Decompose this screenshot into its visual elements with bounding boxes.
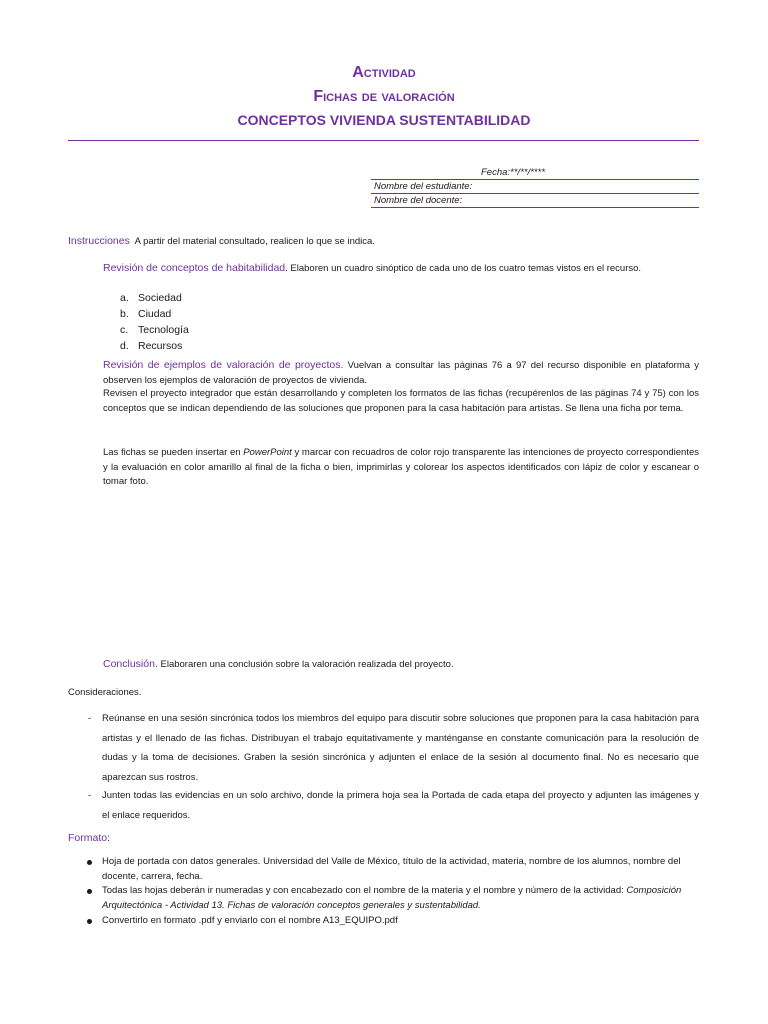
bullet-icon [68,884,102,913]
format-item [68,914,699,929]
considerations-item-text: Reúnanse en una sesión sincrónica todos los miembros del equipo para discutir sobre soluciones que proponen para la casa habitación para artistas y el llenado de las fichas. Distribuyan el trabajo equitativamente y manténganse en constante comunicación para la resolución de dudas y la toma de decisiones. Graben la sesión sincrónica y adjunten el enlace de la sesión al documento final. No es necesario que aparezcan sus rostros. [102,713,699,783]
paragraph-text: Las fichas se pueden insertar en [103,447,244,458]
list-marker: c. [120,324,129,336]
header-divider [68,140,699,141]
revision-1-label: Revisión de conceptos de habitabilidad [103,262,286,274]
list-item-label: Tecnología [138,324,189,336]
topics-list [120,290,320,354]
revision-2-paragraph [103,358,699,388]
title-line-2: Fichas de valoración [313,88,455,105]
format-heading [68,832,110,844]
conclusion-label: Conclusión. [103,658,158,670]
considerations-item-text: Junten todas las evidencias en un solo archivo, donde la primera hoja sea la Portada de cada etapa del proyecto y adjunten las imágenes y el enlace requeridos. [102,790,699,821]
revision-2-paragraph-2: Revisen el proyecto integrador que están desarrollando y completen los formatos de las fichas (recupérenlos de las páginas 74 y 75) con los conceptos que se indican dependiendo de las soluciones que proponen para la casa habitación para artistas. Se llena una ficha por tema. [103,388,699,414]
instructions-label: Instrucciones [68,235,130,247]
format-item-text: Hoja de portada con datos generales. Universidad del Valle de México, título de la actividad, materia, nombre de los alumnos, nombre del docente, carrera, fecha. [102,856,681,882]
student-name-field: Nombre del estudiante: [371,180,699,194]
list-marker: a. [120,292,129,304]
instructions-text: A partir del material consultado, realicen lo que se indica. [134,236,375,247]
fecha-field: Fecha:**/**/**** [371,166,699,180]
paragraph-emphasis: PowerPoint [243,447,292,458]
list-item [120,306,320,322]
title-line-1: Actividad [352,64,416,81]
bullet-icon [68,914,102,929]
format-colon: : [107,832,111,844]
dash-marker: - [88,713,92,724]
considerations-item [68,709,699,787]
list-item [120,290,320,306]
bullet-icon [68,855,102,884]
revision-2-text: Vuelvan a consultar las páginas 76 a 97 del recurso disponible en plataforma y observen los ejemplos de valoración de proyectos de vivienda. [103,360,699,386]
list-item-label: Ciudad [138,308,172,320]
paragraph-text: y marcar con recuadros de color rojo transparente las intenciones de proyecto correspondientes y la evaluación en color amarillo al final de la ficha o bien, imprimirlas y colorear los aspectos identificados con lápiz de color y escanear o tomar foto. [103,447,699,488]
format-item-emphasis: Composición Arquitectónica - Actividad 13. Fichas de valoración conceptos generales y sustentabilidad. [102,885,682,911]
list-marker: b. [120,308,129,320]
format-item [68,884,699,913]
considerations-title: Consideraciones. [68,687,142,698]
title-line-3: CONCEPTOS VIVIENDA SUSTENTABILIDAD [237,112,531,128]
conclusion-line [103,657,703,673]
revision-2-paragraph-3 [103,446,699,490]
format-item-text-part: Todas las hojas deberán ir numeradas y con encabezado con el nombre de la materia y el nombre y número de la actividad: [102,885,627,896]
teacher-name-field: Nombre del docente: [371,194,699,208]
revision-2-label: Revisión de ejemplos de valoración de proyectos. [103,359,344,371]
considerations-item [68,786,699,825]
conclusion-text: Elaboraren una conclusión sobre la valoración realizada del proyecto. [157,659,454,670]
format-label: Formato [68,832,108,844]
dash-marker: - [88,790,92,801]
instructions-line [68,234,708,250]
revision-1-line [103,261,703,277]
list-marker: d. [120,340,129,352]
format-item [68,855,699,884]
list-item [120,338,320,354]
list-item-label: Sociedad [138,292,182,304]
list-item-label: Recursos [138,340,183,352]
revision-1-text: . Elaboren un cuadro sinóptico de cada uno de los cuatro temas vistos en el recurso. [285,263,642,274]
format-item-text: Convertirlo en formato .pdf y enviarlo con el nombre A13_EQUIPO.pdf [102,915,398,926]
format-item-text [102,884,699,913]
list-item [120,322,320,338]
